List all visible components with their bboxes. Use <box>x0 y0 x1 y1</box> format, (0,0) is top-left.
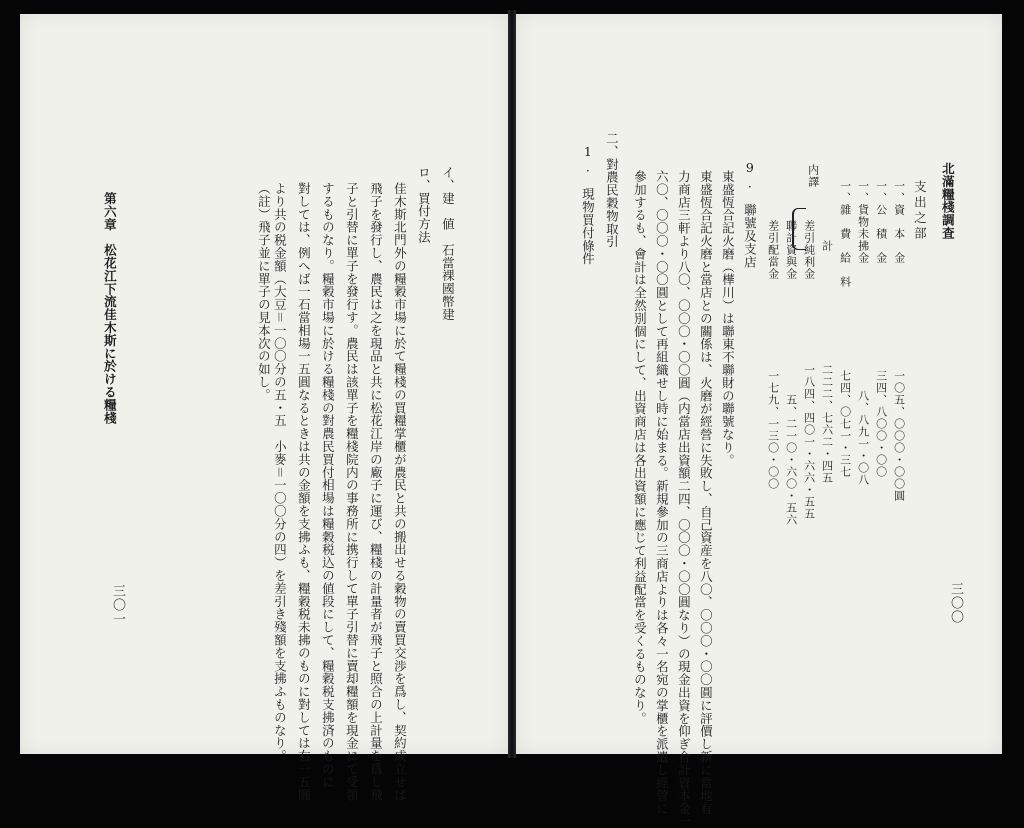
amount-total: 二二二、七六二・四五 <box>820 364 834 484</box>
amount-5: 一八四、四〇一・六六・五五 <box>802 364 816 520</box>
body-line-3: 子と引替に單子を發行す。農民は該單子を糧棧院内の事務所に携行して單子引替に賣却糧額を現金にて受領 <box>344 182 360 802</box>
net-item-2: 聯計資與金 <box>784 220 798 280</box>
item2-sub1: 1. 現物買付條件 <box>580 144 596 266</box>
amount-6: 五、二一〇・六〇・五六 <box>784 394 798 526</box>
item9-title: 9. 聯號及支店 <box>742 160 758 269</box>
expense-title: 支出之部 <box>912 180 928 242</box>
amount-1: 一〇五、〇〇〇・〇〇圓 <box>892 370 906 502</box>
item9-line-4: 六〇、〇〇〇・〇〇圓として再組織せし時に始まる。新規參加の三商店よりは各々一名宛の掌櫃を派遣し經營に <box>654 170 670 815</box>
amount-7: 一七九、一三〇・〇〇 <box>766 370 780 490</box>
item9-line-3: 力商店三軒より八〇、〇〇〇・〇〇圓（内當店出資額二四、〇〇〇・〇〇圓なり）の現金出資を仰ぎ合計資本金一 <box>676 170 692 828</box>
net-item-3: 差引配當金 <box>766 220 780 280</box>
net-item-1: 差引純利金 <box>802 220 816 280</box>
expense-item-4: 一、雜 費 給 料 <box>838 180 852 288</box>
section-b-heading: ロ、買付方法 <box>416 166 432 244</box>
left-page <box>20 14 508 802</box>
body-line-4: するものなり。糧穀市場に於ける糧棧の對農民買付相場は糧穀税込の値段にして、糧穀税支拂済のものに <box>320 182 336 789</box>
body-line-5: 對しては、例へば一石當相場一五圓なるときは共の金額を支拂ふも、糧穀税未拂のものに對しては右一五圓 <box>296 182 312 802</box>
running-header-right: 北滿糧棧調査 <box>940 162 956 240</box>
amount-3: 八、八九一・〇八 <box>856 390 870 486</box>
item9-line-2: 東盛恆合記火磨と當店との關係は、火磨が經營に失敗し、自己資産を八〇、〇〇〇・〇〇圓に評價し新に當地有 <box>698 170 714 815</box>
item9-line-1: 東盛恆合記火磨（樺川）は聯東不聯財の聯號なり。 <box>720 170 736 467</box>
running-header-left: 第六章 松花江下流佳木斯に於ける糧棧 <box>102 192 118 425</box>
page-number-left: 三〇一 <box>110 584 125 626</box>
item9-line-5: 參加するも、會計は全然別個にして、出資商店は各出資額に應じて利益配當を受くるものなり。 <box>632 170 648 725</box>
book-gutter <box>508 10 516 758</box>
item2-title: 二、對農民穀物取引 <box>604 132 620 249</box>
body-line-2: 飛子を發行し、農民は之を現品と共に松花江岸の廠子に運び、糧棧の計量者が飛子と照合の上計量を爲し飛 <box>368 182 384 802</box>
amount-4: 七四、〇七一・三七 <box>838 370 852 478</box>
page-number-right: 三〇〇 <box>948 582 963 624</box>
section-a-heading: イ、建 値 石當裸國幣建 <box>440 166 456 321</box>
net-label: 内譯 <box>806 164 820 188</box>
body-line-6: より共の税金額（大豆＝一〇〇分の五・五 小麥＝一〇〇分の四）を差引き殘額を支拂ふものなり。 <box>272 182 288 763</box>
amount-2: 三四、八〇〇・〇〇 <box>874 370 888 478</box>
right-page <box>516 14 1002 828</box>
body-line-1: 佳木斯北門外の糧穀市場に於て糧棧の買糧掌櫃が農民と共の搬出せる穀物の賣買交渉を爲し、契約成立せば <box>392 182 408 802</box>
expense-total-label: 計 <box>820 204 834 252</box>
expense-item-1: 一、資 本 金 <box>892 180 906 264</box>
expense-item-3: 一、貨物未拂金 <box>856 180 870 264</box>
note-line: （註）飛子並に單子の見本次の如し。 <box>256 182 272 402</box>
expense-item-2: 一、公 積 金 <box>874 180 888 264</box>
